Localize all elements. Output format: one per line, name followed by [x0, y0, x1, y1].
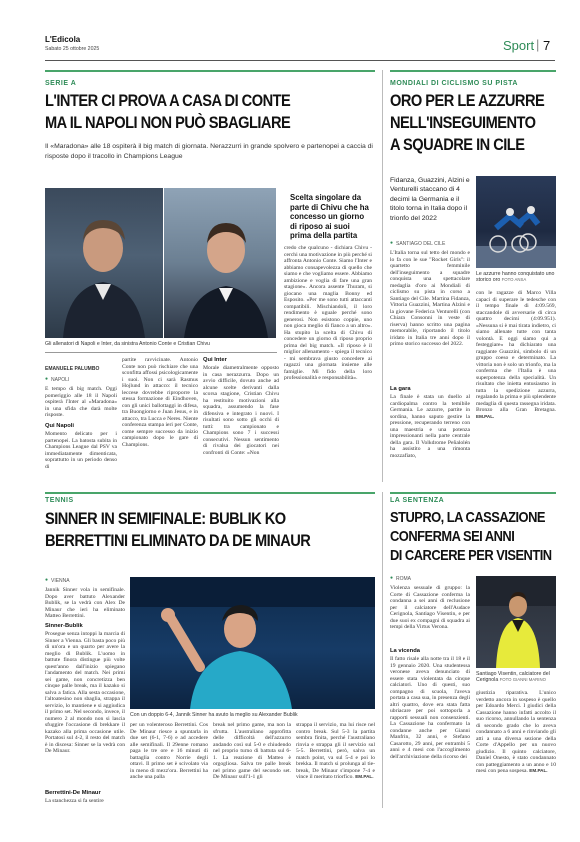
sentenza-headline-line-3: DI CARCERE PER VISENTIN: [390, 547, 552, 564]
tennis-kicker-rule: [45, 492, 375, 494]
tennis-kicker: TENNIS: [45, 497, 74, 504]
tennis-location: VIENNA: [51, 578, 70, 584]
sentenza-col1-body: Violenza sessuale di gruppo: la Corte di Cassazione conferma la condanna a sei anni di reclusione per il calciatore dell'Audace Cerignola, Santiago Visentin, e per due suoi ex compagni di squadra ai tempi della Virtus Verona.: [390, 585, 470, 630]
ciclismo-photo-caption: [476, 271, 556, 283]
location-pin-icon: ●: [45, 377, 49, 382]
tennis-headline-line-1: SINNER IN SEMIFINALE: BUBLIK KO: [45, 509, 286, 528]
sentenza-col2-body: [476, 690, 556, 806]
inter-byline-rule: [45, 352, 277, 353]
issue-date: Sabato 25 ottobre 2025: [45, 46, 100, 52]
inter-standfirst: Il «Maradona» alle 18 ospiterà il big match di giornata. Nerazzurri in grande spolvero e partenopei a caccia di risposte dopo il tracollo in Champions League: [45, 143, 373, 160]
tennis-col1-body: Prosegue senza intoppi la marcia di Sinner a Vienna. Gli basta poco più di un'ora e un quarto per avere la meglio di Bublik. L'uomo in battute finora distingue più volte quest'anno dall'inizio spiegano l'andamento del match. Nei primi sei game, non concretizza ben cinque palle break, ma il kazako si salva a fatica. Alla sesta occasione, l'altoatesino non sbaglia, strappa il servizio, lo mantiene e si aggiudica il primo set. Nel secondo, invece, il numero 2 al mondo non si lascia sfuggire l'occasione di brekkare il kazako alla prima occasione utile. Portatosi sul 4-2, il resto del match è in discesa: Sinner se la vedrà con De Minaur.: [45, 631, 125, 754]
inter-col2-body: partite ravvicinate. Antonio Conte non può rischiare che una sconfitta affossi psicologicamente i suoi. Non ci sarà Rasmus Hojlund in attacco: il tecnico leccese dovrebbe riproporre la stessa formazione di Eindhoven, con gli unici ballottaggi in difesa, tra Buongiorno e Juan Jesus, e in attacco, tra Lucca e Neres. Niente conferenza stampa ieri per Conte, come sempre successo da inizio campionato dopo le gare di Champions.: [122, 357, 198, 448]
tennis-col2-body: per un volenteroso Berrettini. Cos De Minaur riesce a spuntarla in due set (6-1, 7-6) e ad accedere alle semifinali. Il 29enne romano paga le tre ore e 16 minuti di battaglia contro Norrie degli ottavi. Il primo set è scivolato via in meno di mezz'ora. Berrettini ha anche una palla: [130, 722, 208, 780]
ciclismo-kicker: MONDIALI DI CICLISMO SU PISTA: [390, 80, 518, 87]
location-pin-icon: ●: [390, 576, 394, 581]
inter-byline: EMANUELE PALUMBO: [45, 366, 100, 372]
inter-location: NAPOLI: [51, 377, 70, 383]
column-divider: [382, 70, 383, 482]
inter-kicker-rule: [45, 70, 375, 72]
tennis-col3-body: break nel primo game, ma non la sfrutta. L'australiano approfitta delle difficoltà dell'azzurro andando così sul 5-0 e chiudendo nel proprio turno di battuta sul 6-1. La reazione di Matteo è orgogliosa. Salva tre palle break nel primo game del secondo set. De Minaur sull'1-1 gli: [213, 722, 291, 780]
ciclismo-photo-credit: FOTO ANSA: [501, 277, 527, 282]
ciclismo-location: SANTIAGO DEL CILE: [396, 241, 446, 247]
ciclismo-kicker-rule: [390, 70, 556, 72]
ciclismo-caption-text: Le azzurre hanno conquistato uno storico oro: [476, 271, 555, 283]
inter-col4-body: credo che qualcuno - dichiara Chivu - cerchi una motivazione in più perché si affronta Antonio Conte. Siamo l'Inter e abbiamo consapevolezza di quello che siamo e che vogliamo essere. Abbiamo ambizione e voglia di fare una gran stagione». Ancora assente Thuram, si giocano una maglia Bonny ed Esposito. «Per me sono tutti attaccanti compatibili. Mischiandoli, il loro rendimento è uguale perché sono generosi. Non esistono coppie, uno non gioca meglio di fianco a un altro». Ha stupito la scelta di Chivu di concedere un giorno di riposo proprio prima del big match. «Il riposo è il miglior allenamento - spiega il tecnico - mi sembrava giusto concedere ai ragazzi una giornata insieme alle famiglie. Mi fido della loro professionalità e responsabilità».: [284, 245, 372, 381]
sentenza-end-mark: EM.PAL.: [529, 768, 548, 773]
ciclismo-col1-body-2: La finale è stata un duello al cardiopalma contro la temibile Germania. Le azzurre, partite in sordina, hanno saputo gestire la pressione, recuperando terreno con una maestria e una potenza impressionanti nella parte centrale della gara. Il Volkdrome Peñalolén ha assistito a una rimonta mozzafiato,: [390, 394, 470, 459]
tennis-photo-caption: Con un doppio 6-4, Jannik Sinner ha avuto la meglio su Alexander Bublik: [130, 712, 298, 718]
sentenza-photo-credit: FOTO GIANNI MARINO: [499, 677, 546, 682]
tennis-col1-subhead-2: Berrettini-De Minaur: [45, 790, 101, 796]
location-pin-icon: ●: [45, 578, 49, 583]
sinner-photo: [130, 577, 375, 709]
section-separator: |: [536, 37, 540, 52]
sentenza-kicker: LA SENTENZA: [390, 497, 445, 504]
sentenza-col1-body-2: Il fatto risale alla notte tra il 18 e il 19 gennaio 2020. Una studentessa veronese aveva denunciato di essere stata violentata da cinque calciatori. Uno di questi, suo compagno di scuola, l'aveva portata a casa sua, in presenza degli altri quattro, dove era stata fatta ubriacare per poi sottoporla a rapporti sessuali non consenzienti. La Cassazione ha confermato la condanne anche per Gianni Manfrin, 32 anni, e Stefano Casarotto, 29 anni, per entrambi 5 anni e 4 mesi con l'accoglimento dell'archiviazione della ricorso dei: [390, 656, 470, 760]
sentenza-headline-line-2: CONFERMA SEI ANNI: [390, 528, 515, 545]
column-divider: [382, 492, 383, 808]
inter-col1-subhead: Qui Napoli: [45, 423, 74, 429]
ciclismo-col2-text: con le ragazze di Marco Villa capaci di superare le tedesche con il tempo finale di 4:09.569, staccandole di avversarie di circa quattro decimi (4:09.951). «Nessuna si è mai tirata indietro, ci siamo allenate tutte con tanta volontà. E oggi siamo qui a festeggiare» ha dichiarato una raggiante Guazzini, simbolo di un gruppo coeso e determinato. La vittoria non è solo un trionfo, ma la conferma che l'Italia è una superpotenza della specialità. Un risultato che inietta entusiasmo in tutta la spedizione azzurra, regalando la prima e più splendente medaglia di questa rassegna iridata. Bronzo alla Gran Bretagna.: [476, 290, 556, 413]
masthead-rule: [45, 60, 555, 61]
inter-col1-body: Momento delicato per i partenopei. La batosta subita in Champions League dal PSV va immediatamente dimenticata, soprattutto in un periodo denso di: [45, 431, 117, 470]
tennis-end-mark: EM.PAL.: [355, 774, 374, 779]
inter-col3-body: Morale diametralmente opposto in casa nerazzurra. Dopo un avvio difficile, dovuto anche ad alcune scelte derivanti dalla scorsa stagione, Cristian Chivu ha restituito motivazioni alla squadra, assumendo la fase difensiva e integrato i nuovi. I risultati sono sotto gli occhi di tutti: tra campionato e Champions sono 7 i successi consecutivi. Nessun sentimento di rivalsa dei giocatori nei confronti di Conte: «Non: [203, 365, 279, 456]
tennis-col4-text: strappa il servizio, ma lui risce nel contro break. Sul 5-3 la partita sembra finita, perché l'australiano rinvia e strappa gli il servizio sul 5-5. Berrettini, però, salva un match point, va sul 5-4 e poi lo brekka. Il match si prolunga al tie-break, De Minaur s'impone 7-4 e vince il meritato triorfico.: [296, 722, 375, 780]
inter-pull-quote: Scelta singolare da parte di Chivu che ha concesso un giorno di riposo ai suoi prima della partita: [290, 193, 369, 241]
page-number: 7: [543, 38, 551, 53]
inter-headline-line-1: L'INTER CI PROVA A CASA DI CONTE: [45, 91, 291, 110]
sentenza-location: ROMA: [396, 576, 411, 582]
conte-photo: [45, 188, 163, 338]
inter-col3-subhead: Qui Inter: [203, 357, 227, 363]
inter-col1-intro: E tempo di big match. Oggi pomeriggio alle 18 il Napoli ospiterà l'Inter al «Maradona» in una sfida che darà molte risposte.: [45, 386, 117, 418]
inter-photo-caption: Gli allenatori di Napoli e Inter, da sinistra Antonio Conte e Cristian Chivu: [45, 341, 210, 347]
ciclismo-headline-line-2: NELL'INSEGUIMENTO: [390, 113, 536, 132]
visentin-photo: [476, 576, 556, 668]
sentenza-col1-subhead: La vicenda: [390, 648, 420, 654]
sentenza-kicker-rule: [390, 492, 556, 494]
sentenza-headline-line-1: STUPRO, LA CASSAZIONE: [390, 509, 545, 526]
ciclismo-end-mark: EM.PAL.: [476, 413, 495, 419]
sentenza-col2-text: giustizia riparativa. L'unico verdetto ancora in sospeso è quello per Edoardo Merci. I giudici della Cassazione hanno infatti accolto il suo ricorso, annullando la sentenza di secondo grado che lo aveva condannato a 6 anni e rinviando gli atti a una diversa sezione della Corte d'Appello per un nuovo giudizio. Il quinto calciatore, Daniel Onesto, è stato condannato con patteggiamento a un anno e 10 mesi con pena sospesa.: [476, 690, 556, 774]
location-pin-icon: ●: [390, 241, 394, 246]
publication-name: L'Edicola: [45, 35, 81, 44]
ciclismo-standfirst: Fidanza, Guazzini, Alzini e Venturelli staccano di 4 decimi la Germania e il titolo torna in Italia dopo il trionfo del 2022: [390, 177, 470, 222]
tennis-headline-line-2: BERRETTINI ELIMINATO DA DE MINAUR: [45, 531, 311, 550]
sentenza-caption-text: Santiago Visentin, calciatore del Cerignola: [476, 671, 550, 683]
ciclismo-headline-line-3: A SQUADRE IN CILE: [390, 135, 525, 154]
ciclismo-col2-body: [476, 290, 556, 480]
inter-headline-line-2: MA IL NAPOLI NON PUÒ SBAGLIARE: [45, 113, 291, 132]
tennis-col1-body-2: La stanchezza si fa sentire: [45, 798, 104, 804]
sentenza-photo-caption: [476, 671, 556, 683]
ciclismo-headline-line-1: ORO PER LE AZZURRE: [390, 91, 545, 110]
cycling-photo: [476, 176, 556, 268]
ciclismo-col1-subhead: La gara: [390, 386, 411, 392]
ciclismo-col1-body: L'Italia torna sul tetto del mondo e lo fa con le sue "Rocket Girls": il quartetto femminile dell'inseguimento a squadre conquista una spettacolare medaglia d'oro ai Mondiali di ciclismo su pista in corso a Santiago del Cile. Martina Fidanza, Vittoria Guazzini, Martina Alzini e la giovane Federica Venturelli (con Chiara Consonni in veste di riserva) hanno scritto una pagina memorabile, riportando il titolo iridato in Italia tre anni dopo il primo storico successo del 2022.: [390, 250, 470, 347]
tennis-col1-intro: Jannik Sinner vola in semifinale. Dopo aver battuto Alexander Bublik, se la vedrà con Alex De Minaur che ieri ha eliminato Matteo Berrettini.: [45, 587, 125, 619]
inter-kicker: SERIE A: [45, 80, 77, 87]
section-name: Sport: [503, 38, 535, 53]
tennis-col1-subhead: Sinner-Bublik: [45, 623, 83, 629]
chivu-photo: [164, 188, 276, 338]
tennis-col4-body: [296, 722, 375, 806]
